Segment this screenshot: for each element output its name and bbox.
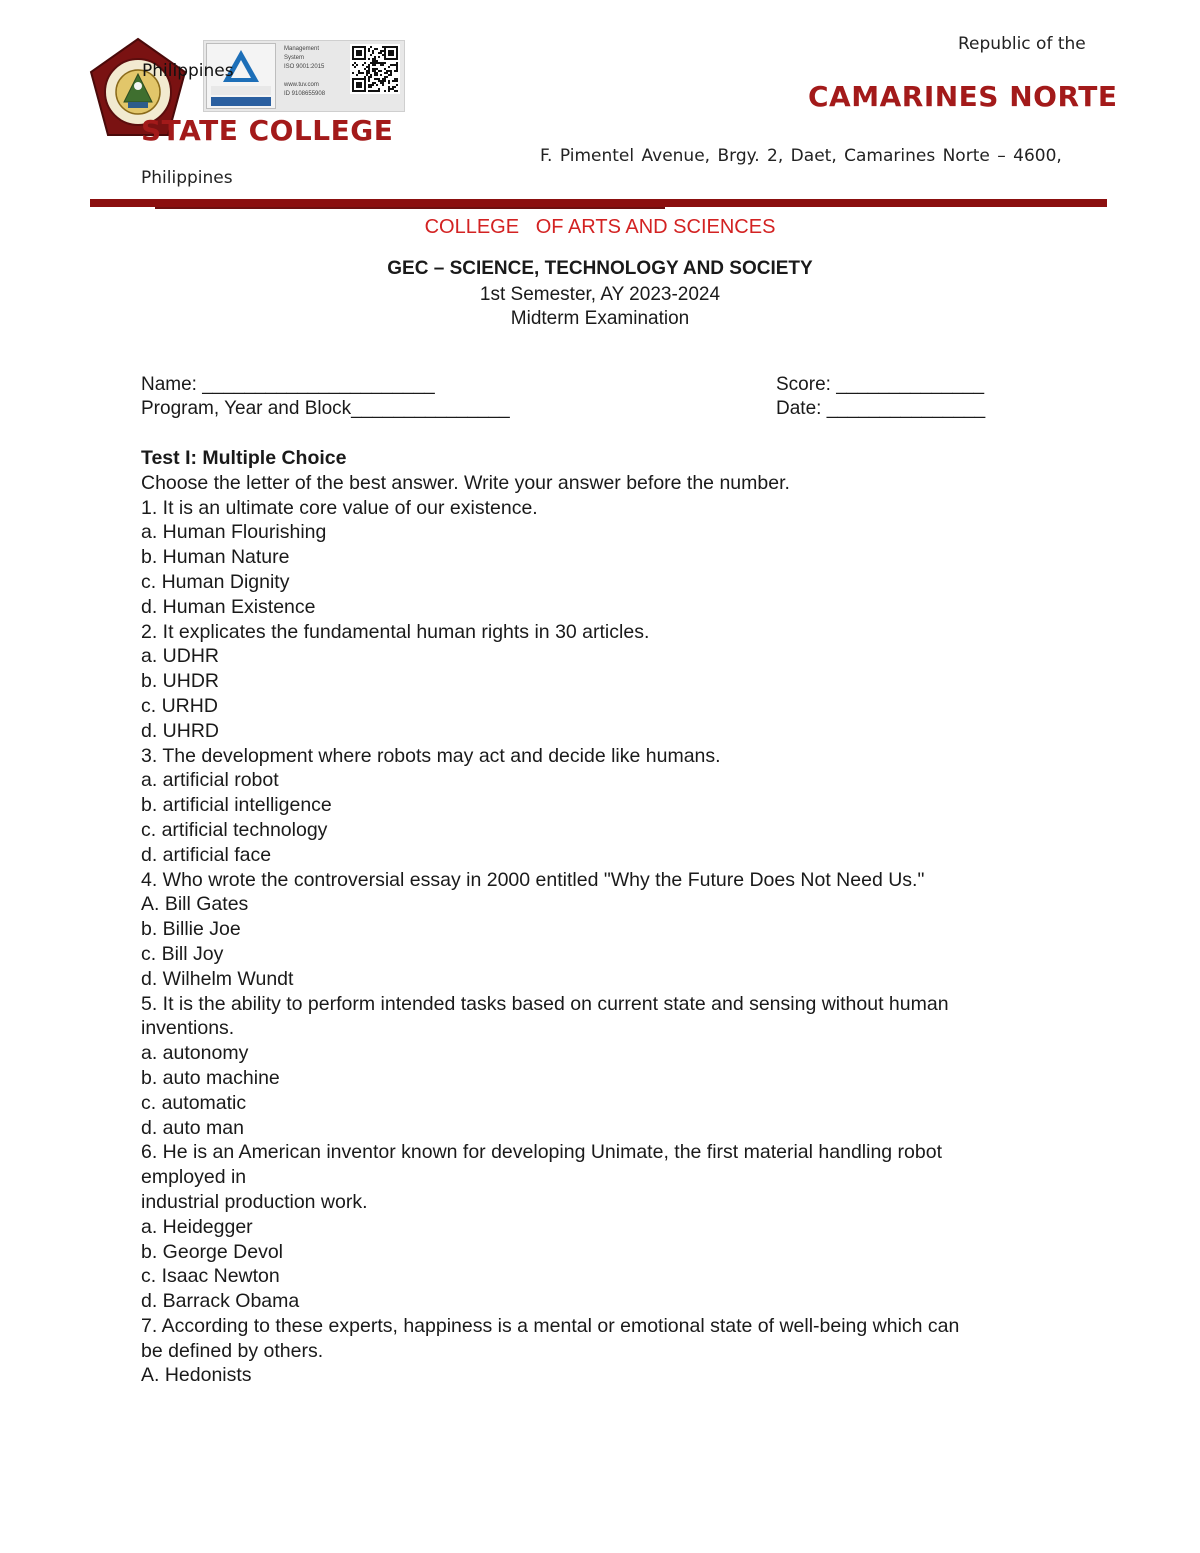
semester-label: 1st Semester, AY 2023-2024: [479, 284, 721, 305]
question-line: a. artificial robot: [141, 769, 279, 792]
question-line: A. Hedonists: [141, 1364, 252, 1387]
exam-type-label: Midterm Examination: [510, 308, 690, 329]
question-line: c. Isaac Newton: [141, 1265, 280, 1288]
question-line: d. artificial face: [141, 843, 272, 866]
test-heading: Test I: Multiple Choice: [141, 447, 347, 469]
question-line: c. automatic: [141, 1091, 247, 1114]
question-line: A. Bill Gates: [141, 893, 249, 916]
header-divider-thin: [155, 207, 665, 209]
question-line: c. Bill Joy: [141, 942, 224, 965]
question-line: c. Human Dignity: [141, 570, 290, 593]
question-line: b. George Devol: [141, 1240, 283, 1263]
certification-line: ISO 9001:2015: [284, 64, 325, 70]
institution-address-country: Philippines: [141, 168, 233, 188]
question-line: d. Wilhelm Wundt: [141, 967, 294, 990]
score-field: Score: ______________: [776, 374, 985, 395]
institution-address: F. Pimentel Avenue, Brgy. 2, Daet, Camarines Norte – 4600,: [540, 146, 1062, 166]
question-line: b. Human Nature: [141, 546, 290, 569]
question-line: be defined by others.: [141, 1339, 324, 1362]
test-section: [141, 446, 1061, 1388]
qr-code-icon: [350, 44, 400, 94]
question-line: a. Heidegger: [141, 1215, 253, 1238]
question-list: [141, 496, 1061, 1389]
question-line: inventions.: [141, 1017, 235, 1040]
certification-line: www.tuv.com: [284, 82, 319, 88]
question-line: a. UDHR: [141, 645, 220, 668]
college-name: COLLEGE OF ARTS AND SCIENCES: [424, 216, 776, 238]
institution-name-line2: STATE COLLEGE: [141, 114, 394, 147]
question-line: a. Human Flourishing: [141, 521, 327, 544]
question-line: b. UHDR: [141, 670, 220, 693]
question-line: c. artificial technology: [141, 818, 328, 841]
question-line: 4. Who wrote the controversial essay in 2000 entitled "Why the Future Does Not Need Us.": [141, 868, 925, 891]
question-line: 1. It is an ultimate core value of our existence.: [141, 496, 538, 519]
program-field: Program, Year and Block_______________: [141, 398, 510, 419]
certification-line: [284, 72, 344, 81]
header-divider: [90, 199, 1107, 207]
question-line: 5. It is the ability to perform intended tasks based on current state and sensing without human: [141, 992, 949, 1015]
certification-text: [284, 45, 344, 99]
question-line: b. artificial intelligence: [141, 794, 332, 817]
question-line: a. autonomy: [141, 1042, 249, 1065]
question-line: industrial production work.: [141, 1190, 368, 1213]
question-line: 2. It explicates the fundamental human rights in 30 articles.: [141, 620, 650, 643]
certification-line: Management: [284, 46, 320, 52]
republic-text: Republic of the: [958, 34, 1086, 54]
question-line: d. auto man: [141, 1116, 244, 1139]
question-line: 7. According to these experts, happiness is a mental or emotional state of well-being which can: [141, 1314, 960, 1337]
course-title: GEC – SCIENCE, TECHNOLOGY AND SOCIETY: [387, 258, 813, 279]
test-instruction: Choose the letter of the best answer. Write your answer before the number.: [141, 471, 790, 494]
question-line: 6. He is an American inventor known for developing Unimate, the first material handling robot: [141, 1141, 943, 1164]
institution-name-line1: CAMARINES NORTE: [808, 80, 1118, 113]
overlapping-country-text: Philippines: [142, 61, 234, 81]
certification-line: System: [284, 55, 305, 61]
question-line: b. auto machine: [141, 1066, 280, 1089]
question-line: d. Barrack Obama: [141, 1290, 300, 1313]
certification-line: ID 9108655908: [284, 91, 326, 97]
question-line: d. UHRD: [141, 719, 220, 742]
question-line: employed in: [141, 1166, 247, 1189]
name-field: Name: ______________________: [141, 374, 435, 395]
question-line: 3. The development where robots may act and decide like humans.: [141, 744, 721, 767]
question-line: b. Billie Joe: [141, 918, 241, 941]
date-field: Date: _______________: [776, 398, 986, 419]
question-line: c. URHD: [141, 694, 218, 717]
question-line: d. Human Existence: [141, 595, 316, 618]
